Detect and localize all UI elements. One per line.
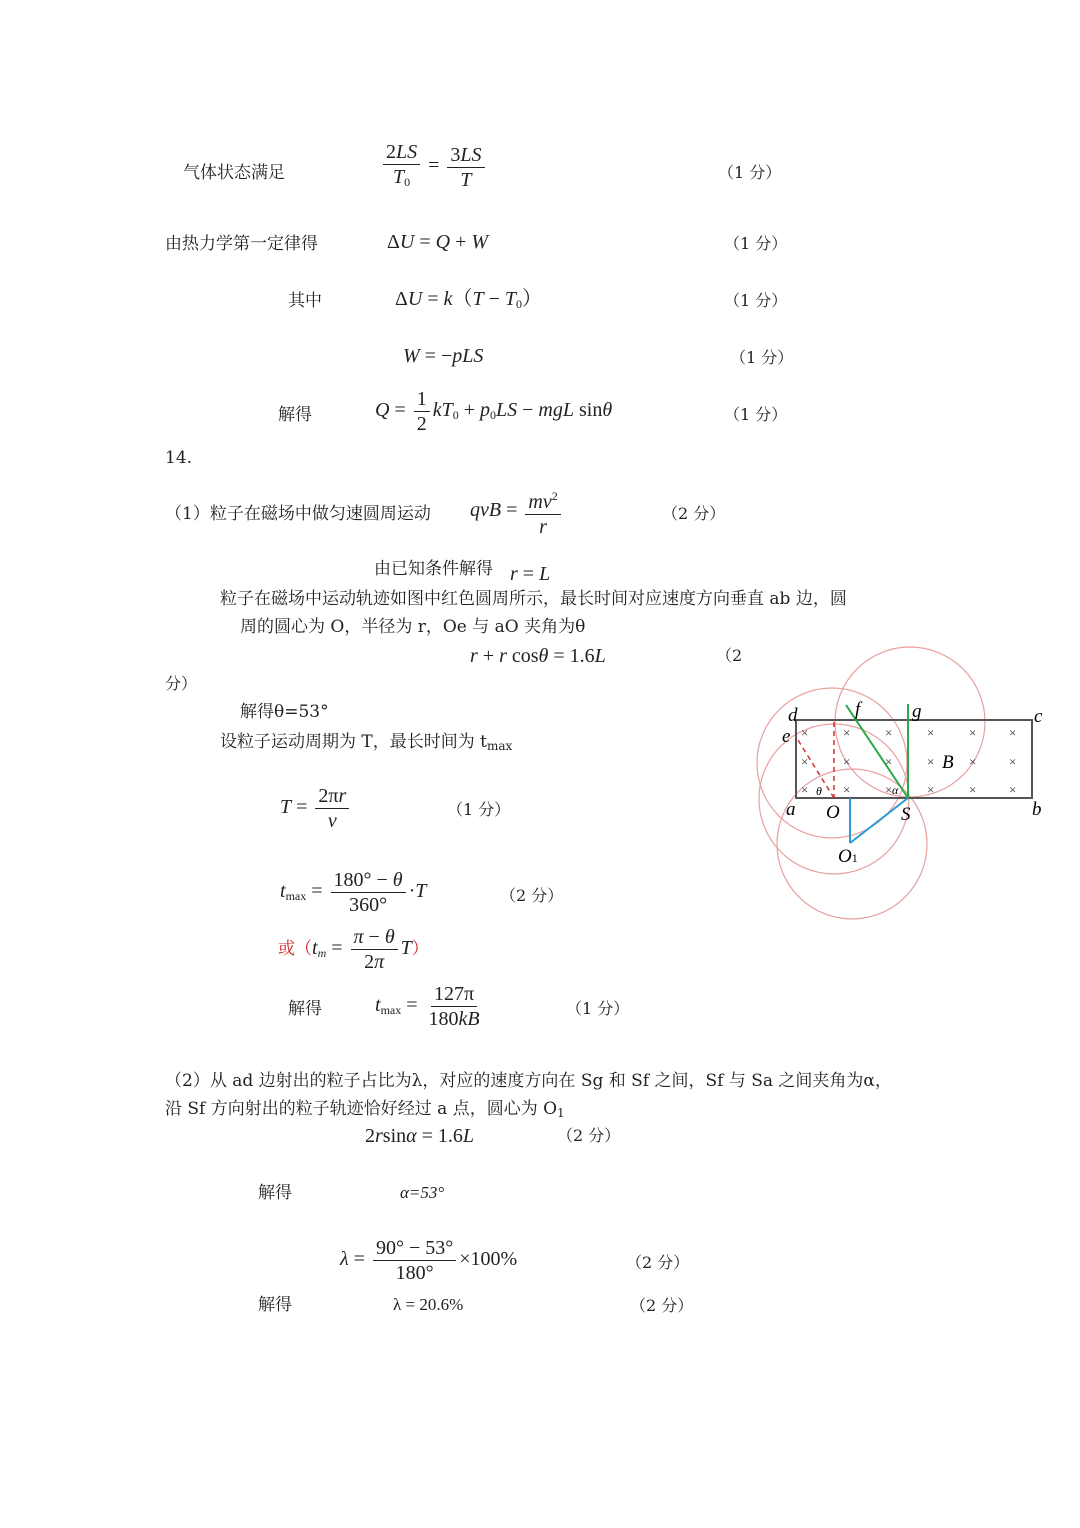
label-b: b: [1032, 799, 1042, 820]
geometry-equation: r + r cosθ = 1.6L: [470, 645, 606, 667]
cross: ×: [843, 725, 851, 740]
tmax-equation: $t_{max}$ = $\frac{180^\circ - \theta}{360^\circ}$ ·T: [280, 869, 427, 916]
cross: ×: [927, 725, 935, 740]
cross: ×: [885, 782, 893, 797]
score-9: （2 分）: [500, 886, 564, 905]
known-label: 由已知条件解得: [374, 559, 493, 579]
cross: ×: [969, 782, 977, 797]
score-6: （2 分）: [662, 504, 726, 523]
first-law-equation: ΔU = Q + W: [387, 231, 489, 253]
radius-result: r = L: [510, 563, 551, 585]
alpha-result: α=53°: [400, 1183, 445, 1202]
label-theta: θ: [816, 784, 822, 798]
cross: ×: [927, 782, 935, 797]
score-1: （1 分）: [718, 163, 782, 182]
solve-lambda-label: 解得: [258, 1295, 292, 1315]
label-g: g: [912, 701, 922, 722]
label-a: a: [786, 799, 796, 820]
heat-equation: Q = $\frac{1}{2}$ $kT_0 + p_0LS$ − mgL sinθ: [375, 388, 613, 435]
field-region: [796, 720, 1032, 798]
part2-line2: 沿 Sf 方向射出的粒子轨迹恰好经过 a 点，圆心为 $O_1$: [165, 1099, 565, 1120]
score-7-part-a: （2: [716, 646, 743, 665]
score-2: （1 分）: [724, 234, 788, 253]
where-label: 其中: [288, 291, 322, 311]
solve-alpha-label: 解得: [258, 1183, 292, 1203]
trajectory-text-line2: 周的圆心为 O，半径为 r，Oe 与 aO 夹角为θ: [240, 617, 586, 637]
score-4: （1 分）: [730, 348, 794, 367]
label-O1: O1: [838, 846, 858, 867]
score-3: （1 分）: [724, 291, 788, 310]
cross: ×: [1009, 782, 1017, 797]
lambda-result: λ = 20.6%: [393, 1295, 464, 1314]
alpha-equation: 2rsinα = 1.6L: [365, 1125, 475, 1147]
score-10: （1 分）: [566, 999, 630, 1018]
label-d: d: [788, 705, 798, 726]
label-e: e: [782, 726, 791, 747]
score-12: （2 分）: [626, 1253, 690, 1272]
work-equation: W = −pLS: [403, 345, 484, 367]
gas-state-label: 气体状态满足: [183, 163, 285, 183]
part2-line1: （2）从 ad 边射出的粒子占比为λ，对应的速度方向在 Sg 和 Sf 之间，Sf 与 Sa 之间夹角为α，: [165, 1071, 892, 1091]
theta-result: 解得θ=53°: [240, 702, 329, 722]
label-B: B: [942, 752, 954, 773]
label-c: c: [1034, 706, 1043, 727]
score-11: （2 分）: [557, 1126, 621, 1145]
tmax-result: $t_{max}$ = $\frac{127\pi}{180kB}$: [375, 983, 480, 1030]
score-13: （2 分）: [630, 1296, 694, 1315]
alternative-equation: 或（$t_m$ = $\frac{\pi - \theta}{2\pi}$ T）: [278, 926, 429, 973]
score-8: （1 分）: [447, 800, 511, 819]
solve-tmax-label: 解得: [288, 999, 322, 1019]
part1-intro: （1）粒子在磁场中做匀速圆周运动: [165, 504, 431, 524]
cross: ×: [801, 782, 809, 797]
magnetic-field-diagram: [740, 630, 1060, 940]
cross: ×: [969, 754, 977, 769]
cross: ×: [1009, 725, 1017, 740]
cross: ×: [927, 754, 935, 769]
cross: ×: [801, 725, 809, 740]
label-f: f: [855, 699, 861, 720]
score-7-part-b: 分）: [165, 674, 198, 693]
cross: ×: [801, 754, 809, 769]
trajectory-text-line1: 粒子在磁场中运动轨迹如图中红色圆周所示，最长时间对应速度方向垂直 ab 边，圆: [220, 589, 847, 609]
lambda-equation: λ = $\frac{90^\circ - 53^\circ}{180^\circ}$ ×100%: [340, 1237, 518, 1284]
lorentz-equation: qvB = $\frac{mv^2}{r}$: [470, 484, 564, 539]
cross: ×: [843, 782, 851, 797]
label-alpha: α: [892, 783, 899, 797]
period-equation: T = $\frac{2\pi r}{v}$: [280, 784, 352, 833]
cross: ×: [969, 725, 977, 740]
gas-state-equation: $\frac{2LS}{T_0}$ = $\frac{3LS}{T}$: [380, 140, 488, 194]
label-S: S: [901, 804, 911, 825]
label-O: O: [826, 802, 840, 823]
question-number: 14.: [165, 448, 193, 468]
cross: ×: [885, 754, 893, 769]
score-5: （1 分）: [724, 405, 788, 424]
delta-u-equation: $\Delta U = k(T - T_0)$: [395, 288, 543, 311]
first-law-label: 由热力学第一定律得: [165, 234, 318, 254]
cross: ×: [885, 725, 893, 740]
cross: ×: [843, 754, 851, 769]
cross: ×: [1009, 754, 1017, 769]
solve-q-label: 解得: [278, 405, 312, 425]
period-intro: 设粒子运动周期为 T，最长时间为 $t_{max}$: [220, 732, 513, 753]
